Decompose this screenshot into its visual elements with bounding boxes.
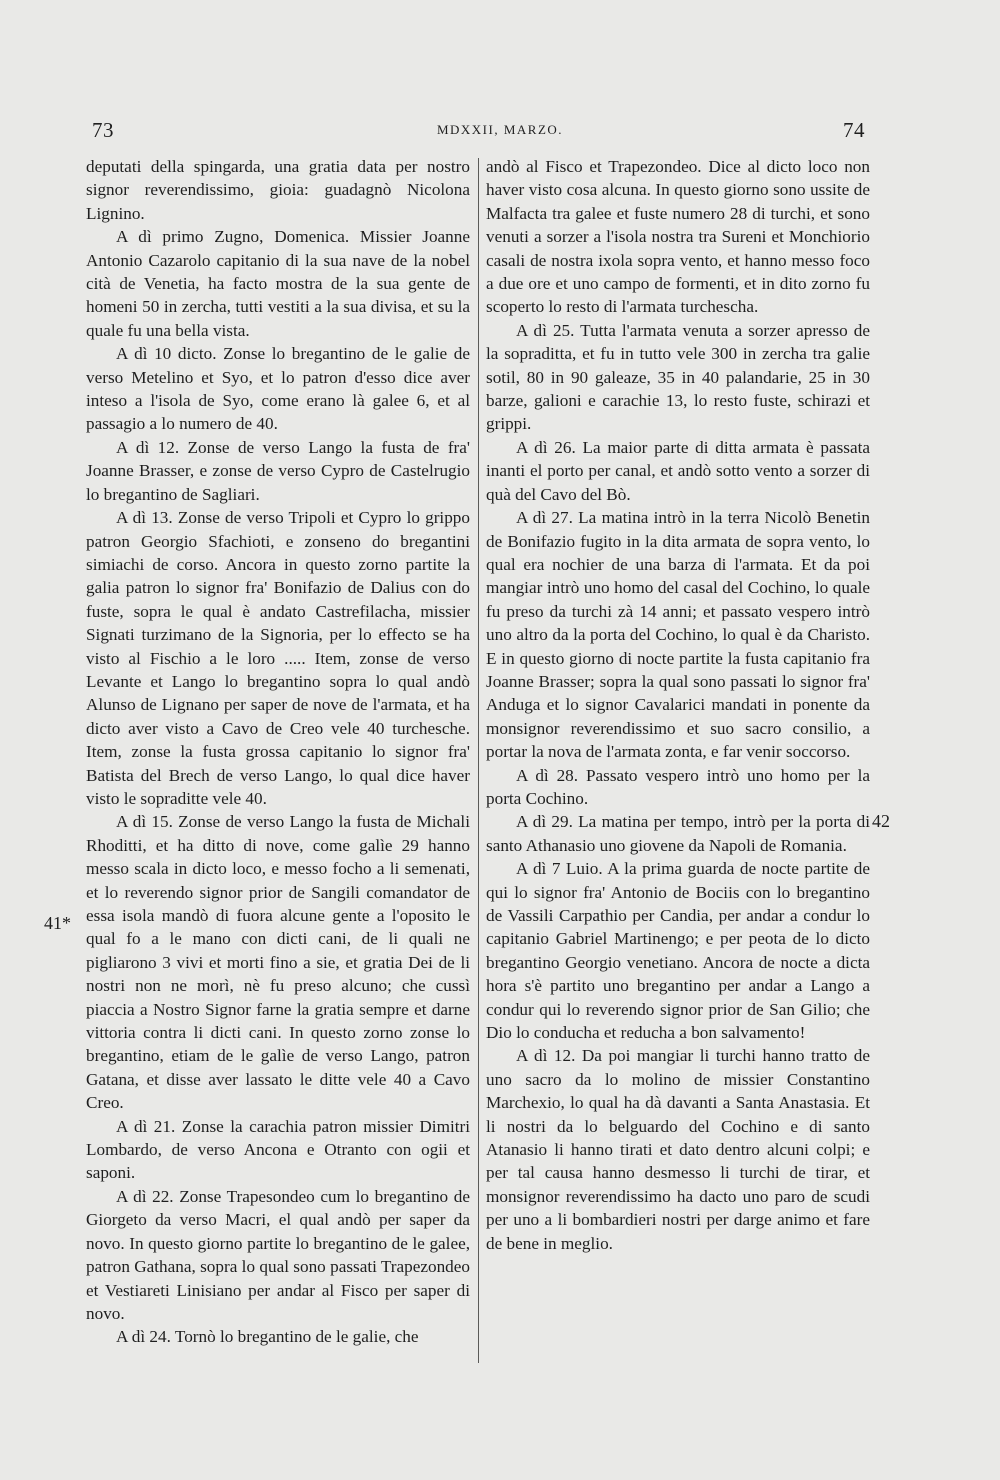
margin-note-left: 41*	[44, 913, 71, 933]
paragraph: A dì 29. La matina per tempo, intrò per la porta di santo Athanasio uno giovene da Napoli de Romania.	[486, 812, 870, 855]
left-column	[86, 155, 470, 1370]
paragraph: A dì 26. La maior parte di ditta armata è passata inanti el porto per canal, et andò sotto vento a sorzer di quà del Cavo del Bò.	[486, 437, 870, 504]
margin-note-right: 42	[872, 811, 890, 831]
paragraph: A dì 28. Passato vespero intrò uno homo per la porta Cochino.	[486, 765, 870, 808]
paragraph: A dì 25. Tutta l'armata venuta a sorzer apresso de la sopraditta, et fu in tutto vele 300 in zercha tra galie sotil, 80 in 90 galeaze, 35 in 40 palandarie, 25 in 30 barze, galioni e carachie 13, lo resto fuste, schirazi et grippi.	[486, 320, 870, 434]
paragraph: A dì 13. Zonse de verso Tripoli et Cypro lo grippo patron Georgio Sfachioti, e zonseno do bregantini simiachi de corso. Ancora in questo zorno partite la galia patron lo signor fra' Bonifazio de Dalius con do fuste, sopra le qual è andato Castrefilacha, missier Signati turzimano de la Signoria, per lo effecto se ha visto al Fischio a le loro ..... Item, zonse de verso Levante et Lango lo bregantino sopra lo qual andò Alunso de Lignano per saper de nove de l'armata, et ha dicto aver visto a Cavo de Creo vele 40 turchesche. Item, zonse la fusta grossa capitanio lo signor fra' Batista del Brech de verso Lango, lo qual dice haver visto le sopraditte vele 40.	[86, 508, 470, 808]
column-divider	[478, 158, 479, 1363]
paragraph: A dì 24. Tornò lo bregantino de le galie, che	[116, 1327, 419, 1347]
paragraph: A dì 7 Luio. A la prima guarda de nocte partite de qui lo signor fra' Antonio de Bociis con lo bregantino de Vassili Carpathio per Candia, per andar a condur lo capitanio Gabriel Martinengo; e per peota de lo dicto bregantino Georgio venetiano. Ancora de nocte a dicta hora s'è partito uno bregantino per andar a Lango a condur qui lo reverendo signor prior de San Gilio; che Dio lo conducha et reducha a bon salvamento!	[486, 859, 870, 1043]
paragraph: A dì 12. Da poi mangiar li turchi hanno tratto de uno sacro da lo molino de missier Constantino Marchexio, lo qual ha dà davanti a Santa Anastasia. Et li nostri da lo belguardo del Cochino e di santo Atanasio li hanno tirati et dato dentro alcuni colpi; e per tal causa hanno desmesso li turchi de tirar, et monsignor reverendissimo ha dacto uno paro de scudi per uno a li bombardieri nostri per darge animo et fare de bene in meglio.	[486, 1046, 870, 1253]
paragraph: deputati della spingarda, una gratia data per nostro signor reverendissimo, gioia: guadagnò Nicolona Lignino.	[86, 157, 470, 223]
paragraph: A dì primo Zugno, Domenica. Missier Joanne Antonio Cazarolo capitanio di la sua nave de la nobel cità de Venetia, ha facto mostra de la sua gente de homeni 50 in zercha, tutti vestiti a la sua divisa, et su la quale fu una bella vista.	[86, 227, 470, 340]
paragraph: andò al Fisco et Trapezondeo. Dice al dicto loco non haver visto cosa alcuna. In questo giorno sono ussite de Malfacta tra galee et fuste numero 28 di turchi, et sono venuti a sorzer a l'isola nostra tra Sureni et Monchiorio casali de nostra ixola sopra vento, et hanno messo foco a due ore et uno campo de formenti, et in dito zorno fu scoperto lo resto di l'armata turchescha.	[486, 157, 870, 317]
paragraph: A dì 21. Zonse la carachia patron missier Dimitri Lombardo, de verso Ancona e Otranto con ogii et saponi.	[86, 1116, 470, 1183]
paragraph: A dì 27. La matina intrò in la terra Nicolò Benetin de Bonifazio fugito in la dita armata de sopra vento, lo qual era nochier de una barza di l'armata. Et da poi mangiar intrò uno homo del casal del Cochino, lo quale fu preso da turchi zà 14 anni; et passato vespero intrò uno altro da la porta del Cochino, lo qual è da Charisto. E in questo giorno di nocte partite la fusta capitanio fra Joanne Brasser; sopra la qual sono passati lo signor fra' Anduga et lo signor Cavalarici mandati in ponente da monsignor reverendissimo et suo sacro consilio, a portar la nova de l'armata zonta, e far venir soccorso.	[486, 508, 870, 762]
paragraph: A dì 22. Zonse Trapesondeo cum lo bregantino de Giorgeto da verso Macri, el qual andò per saper da novo. In questo giorno partite lo bregantino de le galee, patron Gathana, sopra lo qual sono passati Trapezondeo et Vestiareti Linisiano per andar al Fisco per saper di novo.	[86, 1186, 470, 1323]
running-title: MDXXII, MARZO.	[436, 122, 564, 137]
left-page-number: 73	[92, 118, 114, 142]
paragraph: A dì 12. Zonse de verso Lango la fusta de fra' Joanne Brasser, e zonse de verso Cypro de Castelrugio lo bregantino de Sagliari.	[86, 437, 470, 504]
right-page-number: 74	[843, 118, 865, 142]
paragraph: A dì 10 dicto. Zonse lo bregantino de le galie de verso Metelino et Syo, et lo patron d'esso dice aver inteso a l'isola de Syo, come erano là galee 6, et al passagio a lo numero de 40.	[86, 344, 470, 434]
paragraph: A dì 15. Zonse de verso Lango la fusta de Michali Rhoditti, et ha ditto di nove, come galìe 29 hanno messo scala in dicto loco, e messo focho a li semenati, et lo reverendo signor prior de Sangili comandator de essa isola mandò di fuora alcune gente a l'oposito le qual fo a le mano con dicti cani, de li quali ne pigliarono 3 vivi et morti fino a sie, et gratia Dei de li nostri non ne morì, nè fu preso alcuno; che cussì piaccia a Nostro Signor farne la gratia sempre et darne vittoria contra li dicti cani. In questo zorno zonse lo bregantino, etiam de le galìe de verso Lango, patron Gatana, et disse aver lassato le ditte vele 40 a Cavo Creo.	[86, 812, 470, 1113]
right-column	[486, 155, 870, 1370]
